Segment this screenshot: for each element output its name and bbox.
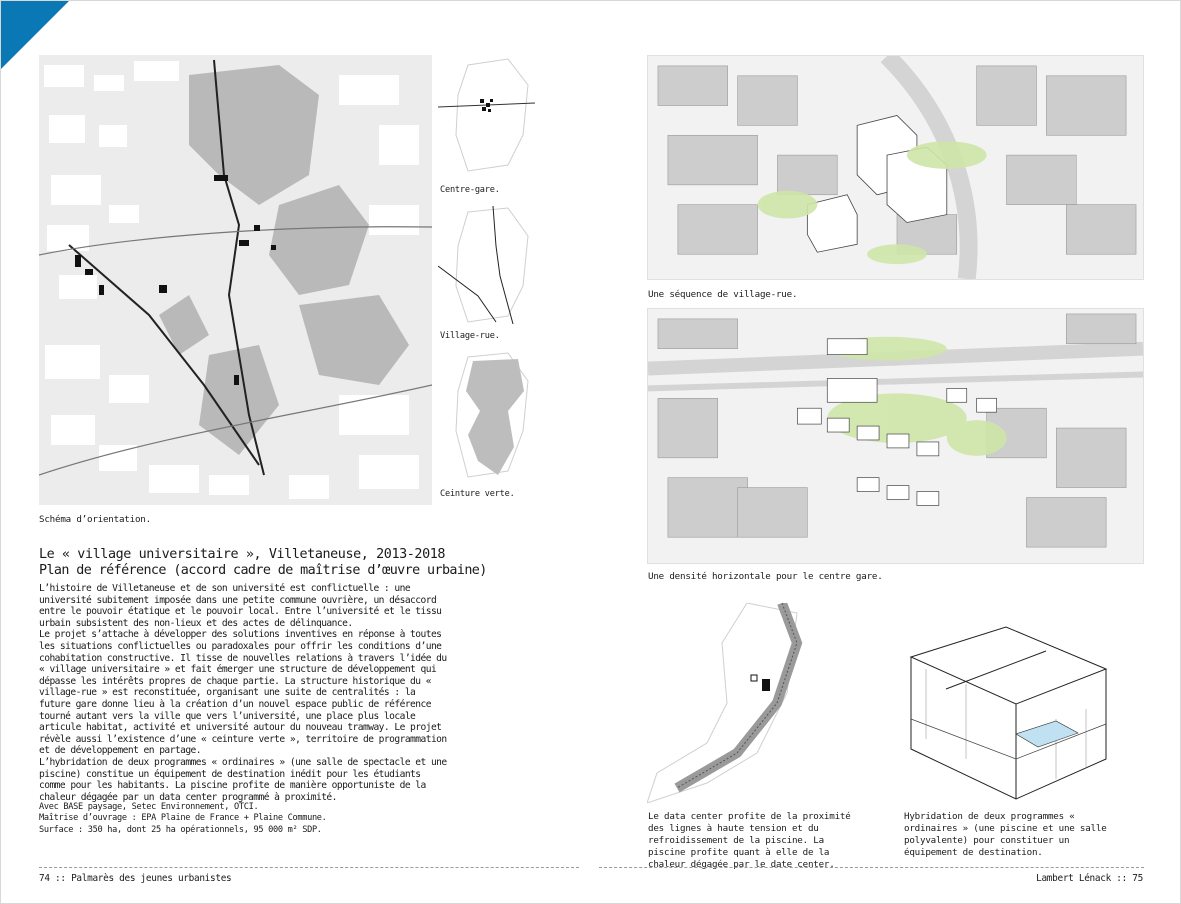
axonometric-village-rue: [647, 55, 1144, 280]
project-subtitle: Plan de référence (accord cadre de maîtrise d’œuvre urbaine): [39, 563, 487, 578]
site-plan-data-center: [647, 603, 827, 803]
paragraph: L’histoire de Villetaneuse et de son université est conflictuelle : une université subitement imposée dans une petite commune ouvrière, un désaccord entre le pouvoir étatique et le pouvoir local. Entre l’université et le tissu urbain subsistent des non-lieux et des actes de délinquance.: [39, 583, 442, 629]
map-caption: Schéma d’orientation.: [39, 514, 151, 525]
caption-middle: Une densité horizontale pour le centre gare.: [648, 571, 883, 582]
footer-rule-left: [39, 867, 579, 868]
credits: [39, 802, 439, 836]
project-title: Le « village universitaire », Villetaneuse, 2013-2018: [39, 547, 446, 562]
caption-bottom-right: Hybridation de deux programmes « ordinaires » (une piscine et une salle polyvalente) pour constituer un équipement de destination.: [904, 811, 1107, 858]
legend-label-ceinture-verte: Ceinture verte.: [440, 489, 515, 499]
footer-right: Lambert Lénack :: 75: [1036, 873, 1143, 884]
credit-line: Maîtrise d’ouvrage : EPA Plaine de France + Plaine Commune.: [39, 813, 327, 824]
schema-centre-gare: [438, 55, 535, 179]
axonometric-centre-gare: [647, 308, 1144, 564]
orientation-map: [39, 55, 432, 505]
paragraph: Le projet s’attache à développer des solutions inventives en réponse à toutes les situations conflictuelles ou paradoxales pour offrir les conditions d’une cohabitation constructive. Il tisse de nouvelles relations à travers l’idée du « village universitaire » et fait émerger une structure de développement qui dépasse les intérêts propres de chaque partie. La structure historique du « village-rue » est reconstituée, organisant une suite de centralités : la future gare donne lieu à la création d’un nouvel espace public de référence tourné autant vers la ville que vers l’université, une place plus locale articule habitat, activité et université autour du nouveau tramway. Le projet révèle aussi l’existence d’une « ceinture verte », territoire de programmation et de développement en partage.: [39, 629, 447, 757]
footer-left: 74 :: Palmarès des jeunes urbanistes: [39, 873, 232, 884]
schema-ceinture-verte: [438, 351, 535, 481]
body-text: [39, 583, 447, 803]
paragraph: L’hybridation de deux programmes « ordinaires » (une salle de spectacle et une piscine) constitue un équipement de destination inédit pour les étudiants comme pour les habitants. La piscine profite de manière opportuniste de la chaleur dégagée par un data center programmé à proximité.: [39, 756, 447, 803]
legend-label-centre-gare: Centre-gare.: [440, 185, 500, 195]
caption-top: Une séquence de village-rue.: [648, 289, 798, 300]
credit-line: Surface : 350 ha, dont 25 ha opérationnels, 95 000 m² SDP.: [39, 824, 322, 835]
caption-bottom-left: Le data center profite de la proximité des lignes à haute tension et du refroidissement de la piscine. La piscine profite quant à elle de la chaleur dégagée par le date center.: [648, 811, 851, 870]
legend-label-village-rue: Village-rue.: [440, 331, 500, 341]
schema-village-rue: [438, 206, 535, 326]
footer-rule-right: [599, 867, 1144, 868]
hybrid-building-isometric: [906, 609, 1111, 804]
credit-line: Avec BASE paysage, Setec Environnement, OTCI.: [39, 802, 259, 812]
